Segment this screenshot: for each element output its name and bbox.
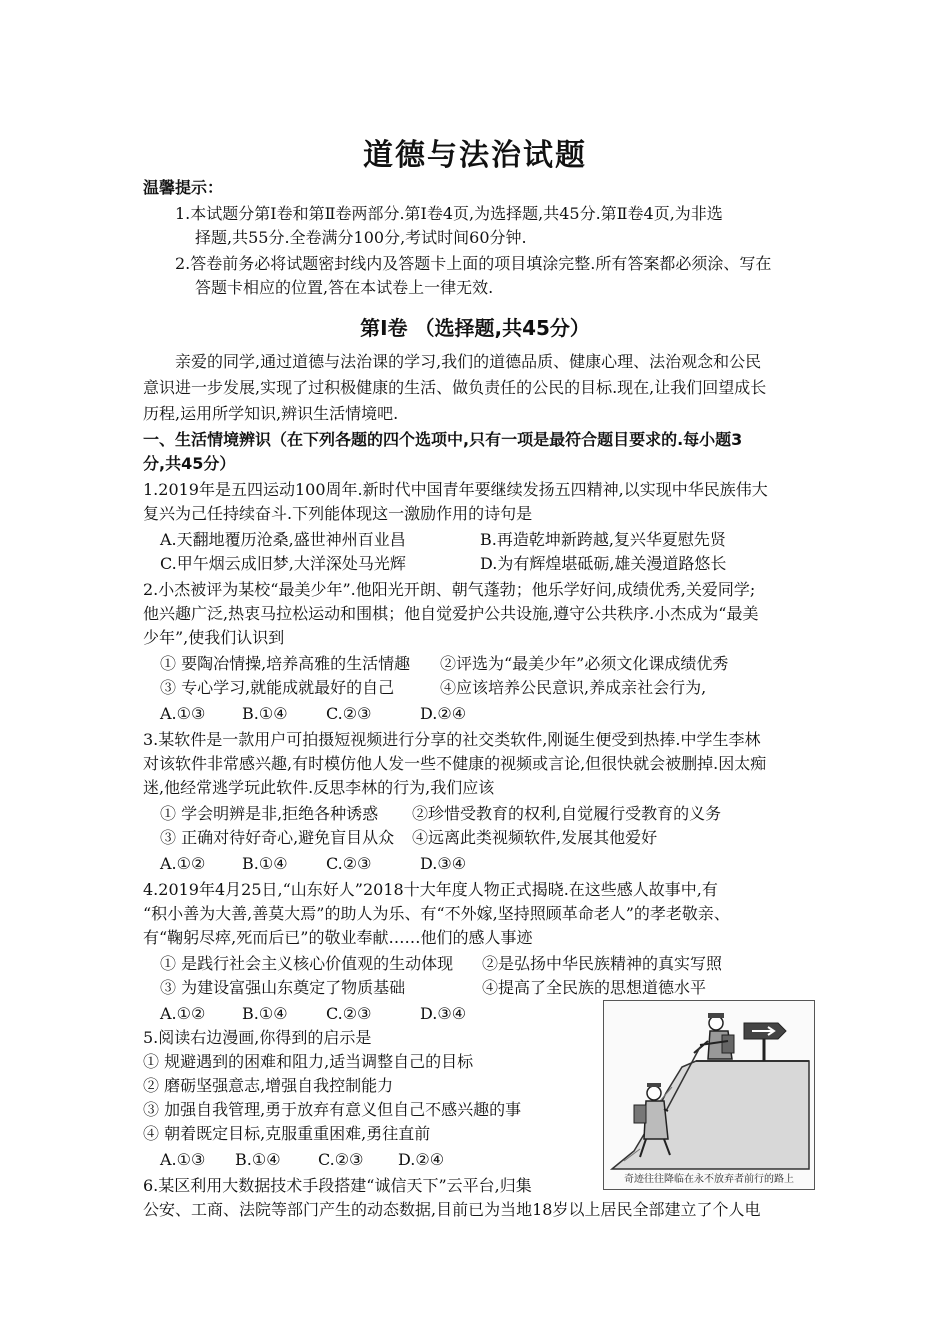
q3-statement-4: ④远离此类视频软件,发展其他爱好 [412,828,658,847]
intro-line-1: 亲爱的同学,通过道德与法治课的学习,我们的道德品质、健康心理、法治观念和公民 [175,352,762,371]
q6-stem-line-1: 6.某区利用大数据技术手段搭建“诚信天下”云平台,归集 [143,1176,532,1195]
q3-statement-1: ① 学会明辨是非,拒绝各种诱惑 [160,804,379,823]
q4-stem-line-1: 4.2019年4月25日,“山东好人”2018十大年度人物正式揭晓.在这些感人故事中,有 [143,880,718,899]
q5-statement-1: ① 规避遇到的困难和阻力,适当调整自己的目标 [143,1052,474,1071]
tip-1-line-2: 择题,共55分.全卷满分100分,考试时间60分钟. [195,228,527,247]
q5-option-d: D.②④ [398,1150,445,1169]
part-heading-line-1: 一、生活情境辨识（在下列各题的四个选项中,只有一项是最符合题目要求的.每小题3 [143,430,743,449]
q5-option-b: B.①④ [235,1150,281,1169]
q3-option-a: A.①② [160,854,206,873]
comic-caption: 奇迹往往降临在永不放弃者前行的路上 [624,1174,794,1185]
tip-1-line-1: 1.本试题分第Ⅰ卷和第Ⅱ卷两部分.第Ⅰ卷4页,为选择题,共45分.第Ⅱ卷4页,为非选 [175,204,723,223]
q4-option-d: D.③④ [420,1004,467,1023]
q4-stem-line-3: 有“鞠躬尽瘁,死而后已”的敬业奉献……他们的感人事迹 [143,928,533,947]
q3-option-b: B.①④ [242,854,288,873]
q5-option-a: A.①③ [160,1150,206,1169]
q3-option-d: D.③④ [420,854,467,873]
q2-option-a: A.①③ [160,704,206,723]
q2-stem-line-2: 他兴趣广泛,热衷马拉松运动和围棋；他自觉爱护公共设施,遵守公共秩序.小杰成为“最美 [143,604,759,623]
q4-option-a: A.①② [160,1004,206,1023]
page-title: 道德与法治试题 [363,138,587,173]
q5-statement-4: ④ 朝着既定目标,克服重重困难,勇往直前 [143,1124,431,1143]
q2-option-c: C.②③ [326,704,372,723]
q1-option-a: A.天翻地覆历沧桑,盛世神州百业昌 [160,530,406,549]
q5-stem: 5.阅读右边漫画,你得到的启示是 [143,1028,372,1047]
q1-stem-line-1: 1.2019年是五四运动100周年.新时代中国青年要继续发扬五四精神,以实现中华民族伟大 [143,480,768,499]
q1-stem-line-2: 复兴为己任持续奋斗.下列能体现这一激励作用的诗句是 [143,504,533,523]
tip-2-line-2: 答题卡相应的位置,答在本试卷上一律无效. [195,278,494,297]
q4-statement-3: ③ 为建设富强山东奠定了物质基础 [160,978,406,997]
comic-image [603,1000,815,1190]
section-heading: 第Ⅰ卷 （选择题,共45分） [360,316,590,340]
q4-statement-2: ②是弘扬中华民族精神的真实写照 [482,954,723,973]
q2-statement-4: ④应该培养公民意识,养成亲社会行为, [440,678,707,697]
q5-statement-2: ② 磨砺坚强意志,增强自我控制能力 [143,1076,394,1095]
q2-statement-2: ②评选为“最美少年”必须文化课成绩优秀 [440,654,729,673]
q5-statement-3: ③ 加强自我管理,勇于放弃有意义但自己不感兴趣的事 [143,1100,522,1119]
intro-line-2: 意识进一步发展,实现了过积极健康的生活、做负责任的公民的目标.现在,让我们回望成长 [143,378,767,397]
q3-option-c: C.②③ [326,854,372,873]
q2-statement-1: ① 要陶冶情操,培养高雅的生活情趣 [160,654,411,673]
climbing-comic-illustration [604,1001,814,1189]
part-heading-line-2: 分,共45分） [143,454,236,473]
q3-stem-line-3: 迷,他经常逃学玩此软件.反思李林的行为,我们应该 [143,778,495,797]
q1-option-c: C.甲午烟云成旧梦,大洋深处马光辉 [160,554,406,573]
q2-stem-line-1: 2.小杰被评为某校“最美少年”.他阳光开朗、朝气蓬勃；他乐学好问,成绩优秀,关爱同学; [143,580,756,599]
q3-statement-3: ③ 正确对待好奇心,避免盲目从众 [160,828,395,847]
q2-option-b: B.①④ [242,704,288,723]
q4-statement-1: ① 是践行社会主义核心价值观的生动体现 [160,954,454,973]
q4-stem-line-2: “积小善为大善,善莫大焉”的助人为乐、有“不外嫁,坚持照顾革命老人”的孝老敬亲、 [143,904,730,923]
q3-stem-line-2: 对该软件非常感兴趣,有时模仿他人发一些不健康的视频或言论,但很快就会被删掉.因太痴 [143,754,767,773]
tips-label: 温馨提示： [143,178,224,197]
tip-2-line-1: 2.答卷前务必将试题密封线内及答题卡上面的项目填涂完整.所有答案都必须涂、写在 [175,254,772,273]
q5-option-c: C.②③ [318,1150,364,1169]
q4-option-b: B.①④ [242,1004,288,1023]
q2-stem-line-3: 少年”,使我们认识到 [143,628,285,647]
q2-option-d: D.②④ [420,704,467,723]
q4-option-c: C.②③ [326,1004,372,1023]
q1-option-b: B.再造乾坤新跨越,复兴华夏慰先贤 [480,530,726,549]
q1-option-d: D.为有辉煌堪砥砺,雄关漫道路悠长 [480,554,727,573]
q3-statement-2: ②珍惜受教育的权利,自觉履行受教育的义务 [412,804,722,823]
q2-statement-3: ③ 专心学习,就能成就最好的自己 [160,678,395,697]
q6-stem-line-2: 公安、工商、法院等部门产生的动态数据,目前已为当地18岁以上居民全部建立了个人电 [143,1200,761,1219]
q3-stem-line-1: 3.某软件是一款用户可拍摄短视频进行分享的社交类软件,刚诞生便受到热捧.中学生李林 [143,730,761,749]
q4-statement-4: ④提高了全民族的思想道德水平 [482,978,707,997]
intro-line-3: 历程,运用所学知识,辨识生活情境吧. [143,404,399,423]
